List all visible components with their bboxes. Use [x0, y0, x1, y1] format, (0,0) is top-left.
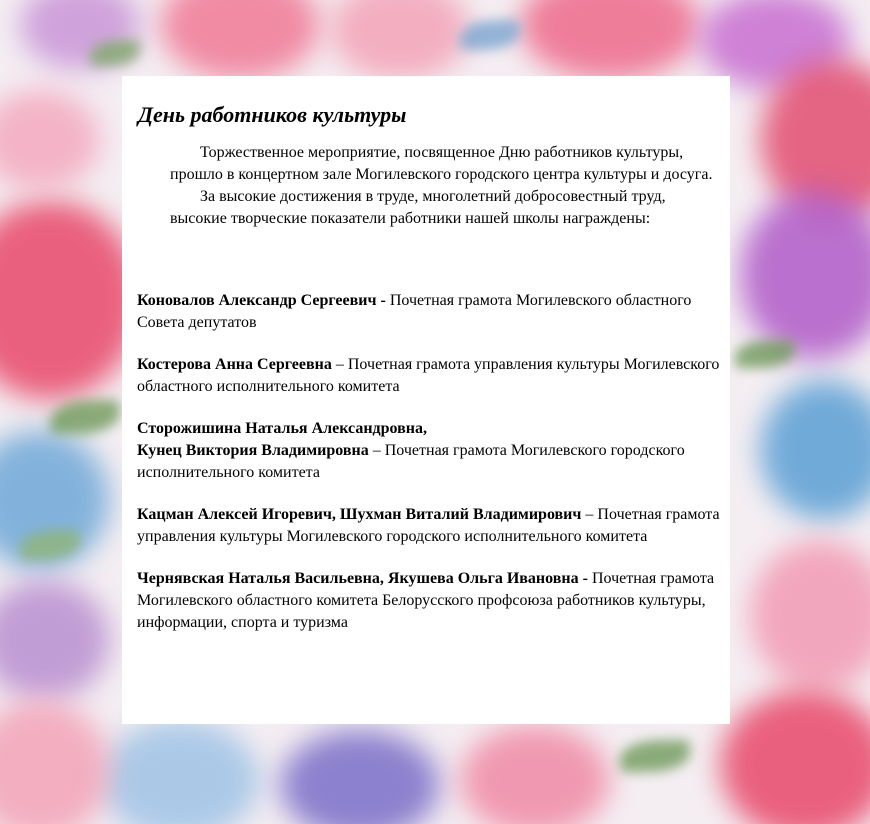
- award-description: Почетная грамота Могилевского городского исполнительного комитета: [137, 442, 685, 481]
- announcement-sheet: [122, 76, 730, 724]
- award-separator: –: [368, 442, 385, 459]
- awards-list: [137, 290, 722, 654]
- award-recipient: Костерова Анна Сергеевна: [137, 356, 332, 373]
- award-description: Почетная грамота Могилевского областного Совета депутатов: [137, 292, 692, 331]
- award-description: Почетная грамота Могилевского областного комитета Белорусского профсоюза работников культуры, информации, спорта и туризма: [137, 570, 715, 631]
- page-title: День работников культуры: [138, 102, 407, 127]
- award-recipient: Кунец Виктория Владимировна: [137, 442, 369, 459]
- intro-paragraph: За высокие достижения в труде, многолетний добросовестный труд, высокие творческие показатели работники нашей школы награждены:: [170, 188, 666, 227]
- award-entry: [137, 290, 722, 334]
- award-entry: [137, 504, 722, 548]
- award-separator: –: [581, 506, 598, 523]
- award-recipient: Кацман Алексей Игоревич, Шухман Виталий Владимирович: [137, 506, 582, 523]
- award-entry: [137, 354, 722, 398]
- award-separator: -: [376, 292, 390, 309]
- award-separator: -: [578, 570, 592, 587]
- intro-text: [170, 142, 718, 230]
- award-entry: [137, 418, 722, 484]
- award-separator: –: [331, 356, 348, 373]
- award-recipient: Коновалов Александр Сергеевич: [137, 292, 377, 309]
- award-entry: [137, 568, 722, 634]
- award-description: Почетная грамота управления культуры Могилевского областного исполнительного комитета: [137, 356, 720, 395]
- award-recipient: Чернявская Наталья Васильевна, Якушева Ольга Ивановна: [137, 570, 579, 587]
- intro-paragraph: Торжественное мероприятие, посвященное Дню работников культуры, прошло в концертном зале Могилевского городского центра культуры и досуга.: [170, 144, 713, 183]
- award-recipient: Сторожишина Наталья Александровна,: [137, 420, 427, 437]
- award-description: Почетная грамота управления культуры Могилевского городского исполнительного комитета: [137, 506, 720, 545]
